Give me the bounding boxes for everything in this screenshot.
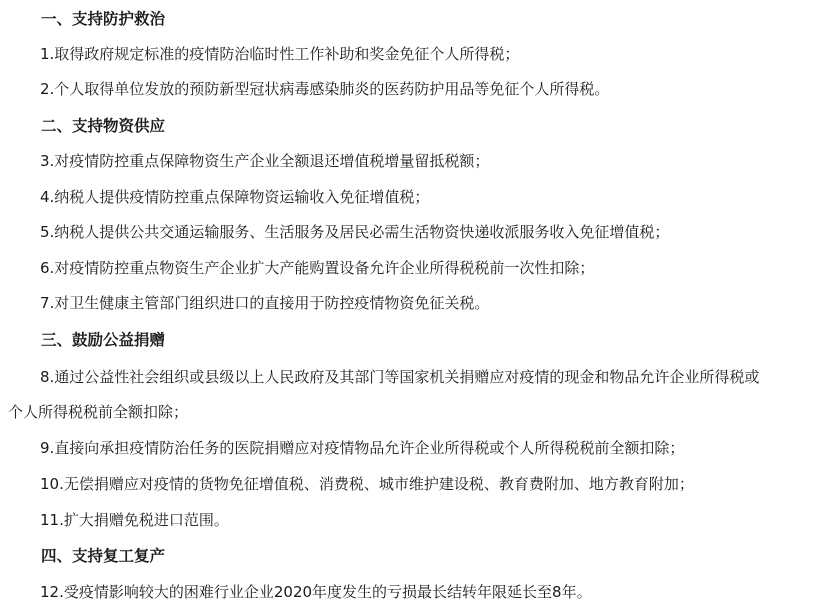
policy-item: 2.个人取得单位发放的预防新型冠状病毒感染肺炎的医药防护用品等免征个人所得税。 xyxy=(40,80,610,98)
policy-item: 9.直接向承担疫情防治任务的医院捐赠应对疫情物品允许企业所得税或个人所得税税前全额扣除； xyxy=(40,439,685,457)
policy-item: 1.取得政府规定标准的疫情防治临时性工作补助和奖金免征个人所得税； xyxy=(40,45,520,63)
policy-item: 8.通过公益性社会组织或县级以上人民政府及其部门等国家机关捐赠应对疫情的现金和物品允许企业所得税或 xyxy=(40,368,760,386)
section-heading: 三、鼓励公益捐赠 xyxy=(41,331,166,349)
policy-item-continuation: 个人所得税税前全额扣除； xyxy=(8,403,189,421)
policy-item: 12.受疫情影响较大的困难行业企业2020年度发生的亏损最长结转年限延长至8年。 xyxy=(40,583,592,601)
policy-item: 3.对疫情防控重点保障物资生产企业全额退还增值税增量留抵税额； xyxy=(40,152,490,170)
policy-item: 10.无偿捐赠应对疫情的货物免征增值税、消费税、城市维护建设税、教育费附加、地方教育附加； xyxy=(40,475,694,493)
policy-item: 6.对疫情防控重点物资生产企业扩大产能购置设备允许企业所得税税前一次性扣除； xyxy=(40,259,595,277)
policy-item: 11.扩大捐赠免税进口范围。 xyxy=(40,511,229,529)
section-heading: 一、支持防护救治 xyxy=(41,10,166,28)
section-heading: 二、支持物资供应 xyxy=(41,117,166,135)
policy-item: 7.对卫生健康主管部门组织进口的直接用于防控疫情物资免征关税。 xyxy=(40,294,490,312)
section-heading: 四、支持复工复产 xyxy=(41,547,166,565)
policy-item: 5.纳税人提供公共交通运输服务、生活服务及居民必需生活物资快递收派服务收入免征增值税； xyxy=(40,223,670,241)
policy-item: 4.纳税人提供疫情防控重点保障物资运输收入免征增值税； xyxy=(40,188,430,206)
